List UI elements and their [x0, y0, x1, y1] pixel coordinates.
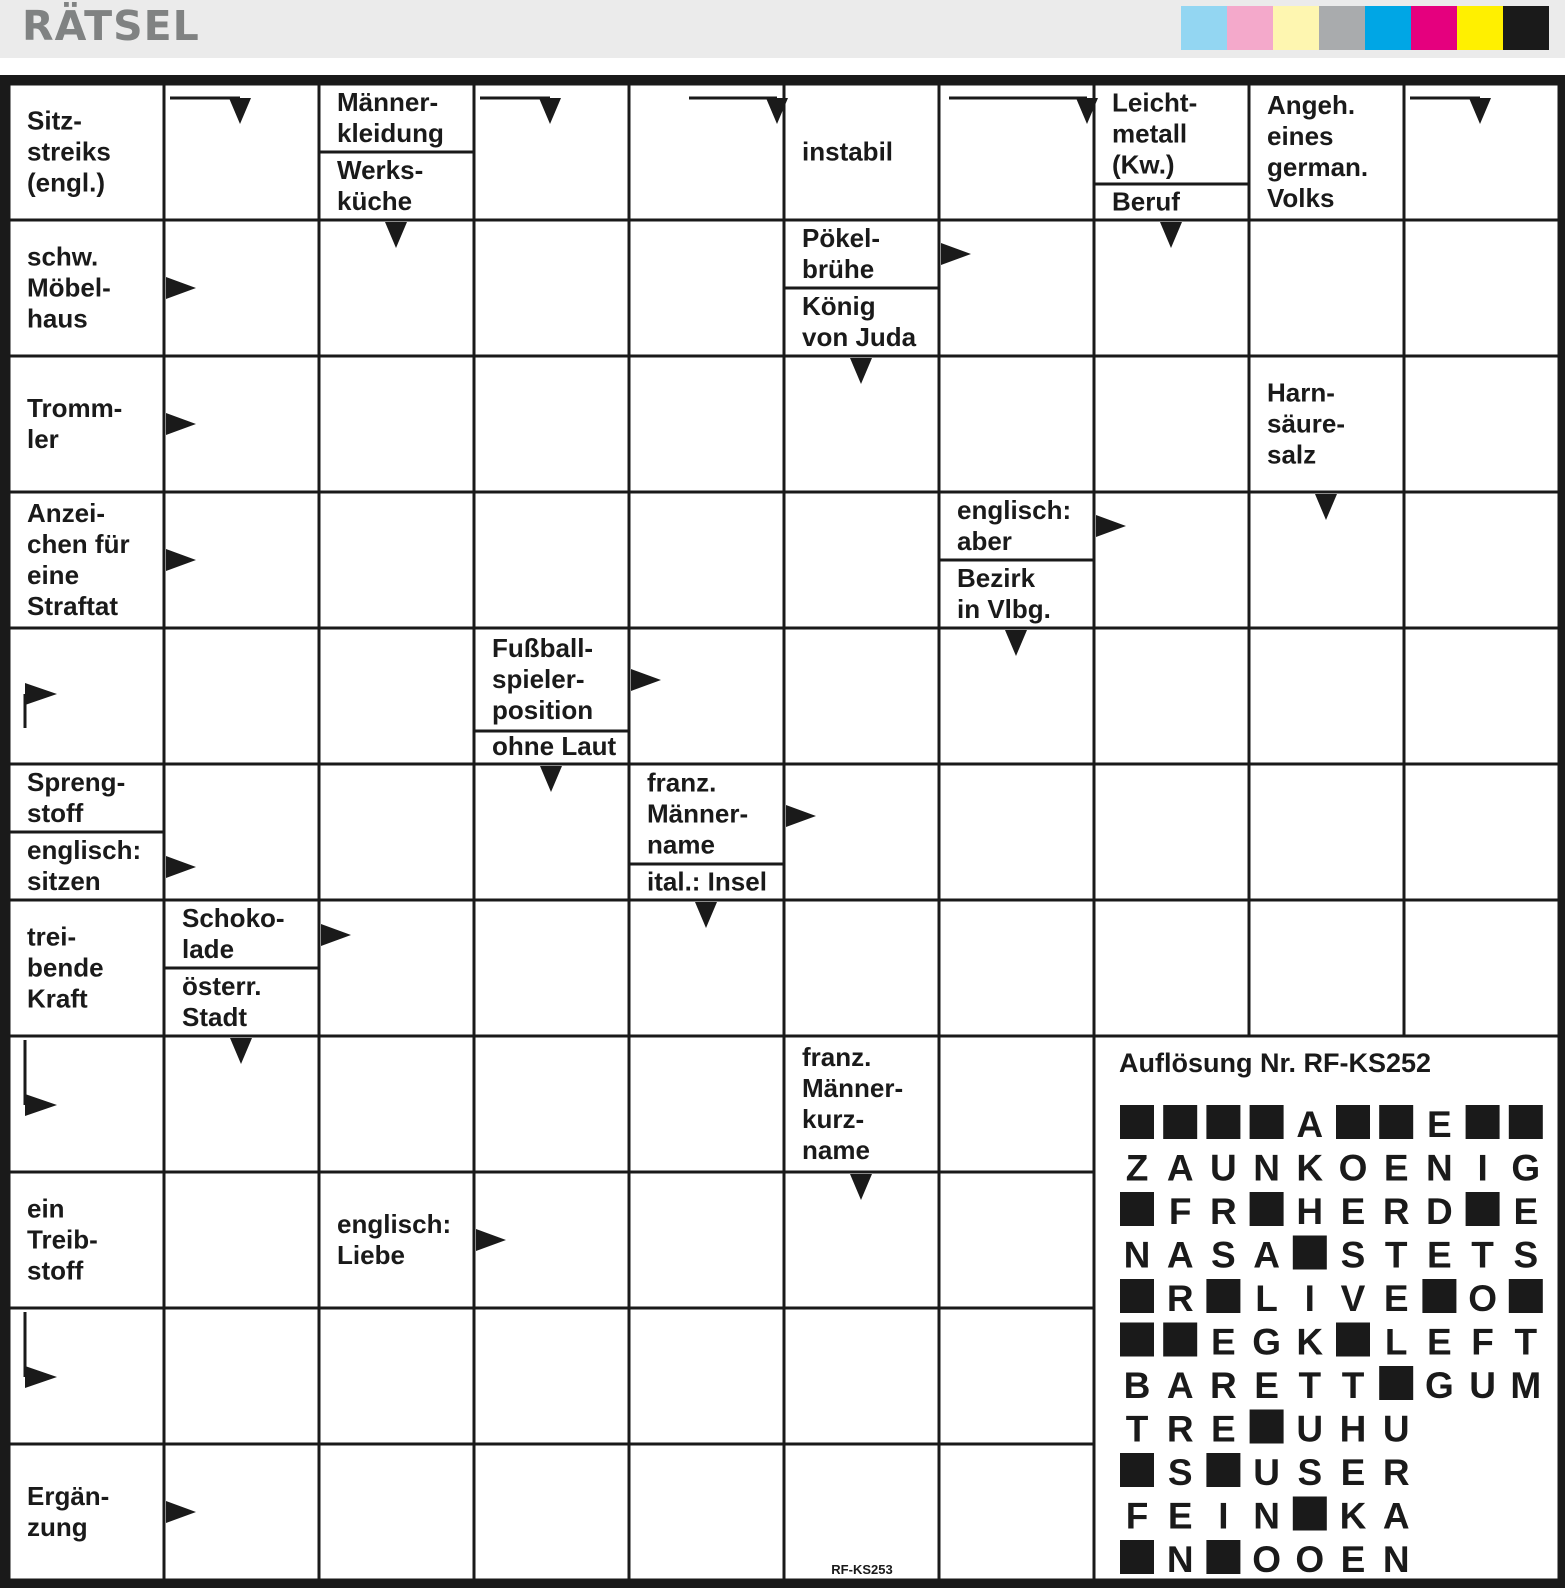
grid-cell[interactable]	[629, 84, 784, 220]
solution-letter: F	[1168, 1191, 1192, 1232]
clue-line: von Juda	[802, 322, 917, 353]
solution-letter: H	[1339, 1408, 1367, 1450]
grid-cell[interactable]	[1249, 764, 1404, 900]
clue-text	[337, 87, 444, 148]
clue-line: Spreng-	[27, 767, 126, 798]
solution-letter: G	[1511, 1147, 1541, 1189]
grid-cell[interactable]	[939, 84, 1094, 220]
grid-cell[interactable]	[629, 492, 784, 628]
grid-cell[interactable]	[164, 1172, 319, 1308]
solution-block	[1509, 1279, 1543, 1313]
grid-cell[interactable]	[319, 1308, 474, 1444]
solution-letter: A	[1166, 1365, 1194, 1406]
clue-line: position	[492, 695, 594, 726]
clue-line: lade	[182, 934, 235, 965]
solution-letter: T	[1514, 1321, 1538, 1363]
solution-letter: R	[1210, 1365, 1237, 1406]
solution-letter: I	[1304, 1278, 1315, 1319]
solution-letter: B	[1123, 1365, 1151, 1406]
solution-letter: I	[1477, 1147, 1488, 1189]
solution-letter: R	[1382, 1452, 1410, 1493]
clue-line: ein	[27, 1193, 65, 1224]
solution-letter: L	[1384, 1321, 1408, 1363]
solution-letter: U	[1382, 1408, 1410, 1450]
grid-cell[interactable]	[939, 1172, 1094, 1308]
clue-line: franz.	[647, 767, 717, 798]
solution-letter: F	[1471, 1321, 1494, 1363]
grid-cell[interactable]	[164, 764, 319, 900]
solution-letter: D	[1426, 1191, 1453, 1232]
solution-letter: A	[1253, 1234, 1280, 1276]
solution-block	[1379, 1105, 1413, 1139]
grid-cell[interactable]	[784, 628, 939, 764]
solution-letter: A	[1382, 1495, 1410, 1537]
clue-line: in Vlbg.	[957, 594, 1051, 625]
clue-text	[492, 731, 617, 761]
solution-block	[1120, 1279, 1154, 1313]
solution-letter: R	[1166, 1408, 1194, 1450]
solution-block	[1293, 1497, 1327, 1531]
clue-text	[492, 633, 593, 725]
solution-letter: E	[1167, 1495, 1193, 1537]
grid-cell[interactable]	[629, 220, 784, 356]
grid-cell[interactable]	[1094, 356, 1249, 492]
solution-letter: G	[1425, 1365, 1454, 1406]
solution-letter: N	[1426, 1147, 1453, 1189]
clue-line: trei-	[27, 921, 77, 952]
solution-letter: E	[1340, 1191, 1366, 1232]
solution-letter: T	[1471, 1234, 1494, 1276]
clue-line: Tromm-	[27, 393, 123, 424]
solution-letter: E	[1383, 1278, 1409, 1319]
clue-line: schw.	[27, 241, 99, 272]
solution-letter: V	[1340, 1278, 1366, 1319]
grid-cell[interactable]	[939, 1308, 1094, 1444]
solution-block	[1466, 1105, 1500, 1139]
solution-title: Auflösung Nr. RF-KS252	[1119, 1048, 1432, 1078]
clue-line: eine	[27, 560, 80, 591]
clue-line: Ergän-	[27, 1481, 110, 1512]
grid-cell[interactable]	[939, 356, 1094, 492]
grid-cell[interactable]	[629, 1172, 784, 1308]
solution-block	[1336, 1323, 1370, 1357]
clue-line: eines	[1267, 121, 1334, 152]
grid-cell[interactable]	[1404, 900, 1559, 1036]
solution-letter: U	[1253, 1452, 1280, 1493]
grid-cell[interactable]	[319, 356, 474, 492]
clue-line: salz	[1267, 439, 1317, 470]
clue-line: kleidung	[337, 118, 444, 149]
grid-cell[interactable]	[319, 1444, 474, 1580]
grid-cell[interactable]	[629, 356, 784, 492]
clue-line: englisch:	[337, 1209, 452, 1240]
solution-letter: S	[1167, 1452, 1193, 1493]
clue-line: name	[802, 1135, 870, 1166]
clue-line: Volks	[1267, 183, 1335, 214]
clue-line: Angeh.	[1267, 90, 1356, 121]
clue-text	[647, 866, 767, 896]
grid-cell[interactable]	[939, 220, 1094, 356]
clue-text	[802, 137, 893, 167]
solution-letter: I	[1218, 1495, 1229, 1537]
clue-line: Kraft	[27, 983, 88, 1014]
solution-letter: U	[1210, 1147, 1237, 1189]
grid-cell[interactable]	[1249, 220, 1404, 356]
grid-cell[interactable]	[939, 1036, 1094, 1172]
solution-letter: N	[1166, 1539, 1194, 1580]
solution-letter: O	[1468, 1278, 1497, 1319]
clue-text	[802, 223, 880, 284]
solution-letter: E	[1254, 1365, 1279, 1406]
grid-cell[interactable]	[1404, 764, 1559, 900]
solution-letter: H	[1296, 1191, 1324, 1232]
grid-cell[interactable]	[319, 492, 474, 628]
solution-block	[1509, 1105, 1543, 1139]
grid-cell[interactable]	[474, 1308, 629, 1444]
grid-cell[interactable]	[319, 900, 474, 1036]
clue-line: stoff	[27, 798, 84, 829]
grid-cell[interactable]	[319, 1036, 474, 1172]
solution-letter: A	[1166, 1234, 1194, 1276]
solution-letter: F	[1125, 1495, 1149, 1537]
clue-line: streiks	[27, 136, 111, 167]
solution-letter: K	[1339, 1495, 1367, 1537]
solution-letter: N	[1382, 1539, 1410, 1580]
clue-line: englisch:	[27, 835, 142, 866]
clue-line: Harn-	[1267, 377, 1335, 408]
clue-line: Werks-	[337, 155, 424, 186]
solution-letter: T	[1298, 1365, 1322, 1406]
clue-line: kurz-	[802, 1104, 865, 1135]
grid-cell[interactable]	[474, 1444, 629, 1580]
solution-letter: N	[1123, 1234, 1151, 1276]
grid-cell[interactable]	[629, 1036, 784, 1172]
solution-block	[1120, 1323, 1154, 1357]
solution-block	[1379, 1366, 1413, 1400]
solution-block	[1120, 1105, 1154, 1139]
grid-cell[interactable]	[939, 764, 1094, 900]
solution-block	[1120, 1453, 1154, 1487]
grid-cell[interactable]	[939, 1444, 1094, 1580]
solution-block	[1466, 1192, 1500, 1226]
clue-line: franz.	[802, 1042, 872, 1073]
grid-cell[interactable]	[1404, 356, 1559, 492]
grid-cell[interactable]	[164, 1308, 319, 1444]
grid-cell[interactable]	[784, 764, 939, 900]
grid-cell[interactable]	[319, 764, 474, 900]
solution-letter: N	[1253, 1147, 1280, 1189]
solution-block	[1163, 1105, 1197, 1139]
grid-cell[interactable]	[319, 628, 474, 764]
clue-line: aber	[957, 526, 1012, 557]
solution-letter: K	[1296, 1147, 1324, 1189]
puzzle-code: RF-KS253	[831, 1562, 893, 1577]
grid-cell[interactable]	[474, 220, 629, 356]
clue-line: ohne Laut	[492, 731, 617, 762]
grid-cell[interactable]	[1404, 220, 1559, 356]
solution-letter: E	[1340, 1539, 1366, 1580]
solution-block	[1250, 1410, 1284, 1444]
solution-block	[1250, 1105, 1284, 1139]
clue-text	[1112, 186, 1180, 216]
solution-block	[1206, 1105, 1240, 1139]
clue-line: Männer-	[647, 798, 749, 829]
solution-letter: E	[1513, 1191, 1539, 1232]
clue-line: Stadt	[182, 1002, 247, 1033]
solution-letter: A	[1296, 1104, 1324, 1145]
solution-letter: S	[1211, 1234, 1236, 1276]
solution-letter: E	[1211, 1408, 1236, 1450]
clue-line: küche	[337, 186, 413, 217]
clue-line: Straftat	[27, 591, 119, 622]
clue-line: Anzei-	[27, 498, 105, 529]
solution-letter: K	[1296, 1321, 1324, 1363]
solution-letter: E	[1211, 1321, 1236, 1363]
solution-letter: E	[1427, 1234, 1452, 1276]
grid-cell[interactable]	[1094, 492, 1249, 628]
clue-line: sitzen	[27, 866, 101, 897]
clue-line: Möbel-	[27, 272, 111, 303]
solution-block	[1163, 1323, 1197, 1357]
solution-block	[1120, 1192, 1154, 1226]
clue-line: säure-	[1267, 408, 1346, 439]
clue-line: Beruf	[1112, 186, 1180, 217]
solution-letter: S	[1513, 1234, 1539, 1276]
clue-line: österr.	[182, 971, 262, 1002]
solution-letter: L	[1255, 1278, 1278, 1319]
solution-block	[1336, 1105, 1370, 1139]
grid-cell[interactable]	[784, 492, 939, 628]
solution-letter: T	[1384, 1234, 1408, 1276]
grid-cell[interactable]	[1404, 492, 1559, 628]
clue-line: englisch:	[957, 495, 1072, 526]
clue-line: Männer-	[802, 1073, 904, 1104]
solution-block	[1422, 1279, 1456, 1313]
solution-block	[1120, 1540, 1154, 1574]
solution-letter: S	[1297, 1452, 1323, 1493]
grid-cell[interactable]	[784, 1308, 939, 1444]
clue-line: Treib-	[27, 1224, 98, 1255]
clue-line: (Kw.)	[1112, 149, 1175, 180]
clue-line: Fußball-	[492, 633, 594, 664]
clue-line: Schoko-	[182, 903, 285, 934]
solution-letter: U	[1296, 1408, 1324, 1450]
solution-letter: O	[1338, 1147, 1368, 1189]
clue-line: instabil	[802, 136, 894, 167]
grid-cell[interactable]	[1094, 764, 1249, 900]
clue-line: spieler-	[492, 664, 585, 695]
grid-cell[interactable]	[474, 900, 629, 1036]
clue-line: metall	[1112, 118, 1188, 149]
grid-cell[interactable]	[784, 1444, 939, 1580]
solution-letter: U	[1469, 1365, 1496, 1406]
grid-cell[interactable]	[1094, 628, 1249, 764]
solution-letter: R	[1210, 1191, 1237, 1232]
solution-letter: O	[1252, 1539, 1281, 1580]
solution-letter: T	[1341, 1365, 1365, 1406]
clue-line: ler	[27, 424, 59, 455]
solution-letter: O	[1295, 1539, 1325, 1580]
solution-letter: T	[1125, 1408, 1149, 1450]
grid-cell[interactable]	[939, 900, 1094, 1036]
solution-letter: M	[1510, 1365, 1542, 1406]
solution-letter: R	[1382, 1191, 1410, 1232]
clue-line: Leicht-	[1112, 87, 1198, 118]
solution-letter: A	[1166, 1147, 1194, 1189]
grid-cell[interactable]	[164, 628, 319, 764]
solution-letter: N	[1253, 1495, 1280, 1537]
clue-line: ital.: Insel	[647, 866, 767, 897]
clue-line: stoff	[27, 1255, 84, 1286]
solution-letter: E	[1427, 1104, 1452, 1145]
clue-line: haus	[27, 303, 88, 334]
clue-line: brühe	[802, 254, 875, 285]
grid-cell[interactable]	[784, 900, 939, 1036]
solution-block	[1206, 1453, 1240, 1487]
solution-letter: G	[1252, 1321, 1281, 1363]
grid-cell[interactable]	[629, 1444, 784, 1580]
solution-letter: R	[1166, 1278, 1194, 1319]
clue-line: Pökel-	[802, 223, 881, 254]
clue-line: Männer-	[337, 87, 439, 118]
solution-block	[1206, 1279, 1240, 1313]
clue-line: Sitz-	[27, 105, 82, 136]
clue-line: (engl.)	[27, 167, 105, 198]
grid-cell[interactable]	[1404, 628, 1559, 764]
clue-line: König	[802, 291, 876, 322]
solution-letter: Z	[1125, 1147, 1149, 1189]
grid-cell[interactable]	[474, 1036, 629, 1172]
grid-cell[interactable]	[474, 492, 629, 628]
clue-line: zung	[27, 1512, 88, 1543]
solution-block	[1206, 1540, 1240, 1574]
clue-line: Bezirk	[957, 563, 1036, 594]
grid-cell[interactable]	[1249, 900, 1404, 1036]
solution-letter: E	[1383, 1147, 1409, 1189]
solution-block	[1250, 1192, 1284, 1226]
page-title: RÄTSEL	[22, 2, 200, 50]
solution-letter: E	[1427, 1321, 1452, 1363]
solution-letter: E	[1340, 1452, 1366, 1493]
grid-cell[interactable]	[474, 356, 629, 492]
clue-line: german.	[1267, 152, 1369, 183]
clue-line: Liebe	[337, 1240, 405, 1271]
grid-cell[interactable]	[1094, 900, 1249, 1036]
clue-line: bende	[27, 952, 104, 983]
grid-cell[interactable]	[1249, 628, 1404, 764]
solution-letter: S	[1340, 1234, 1366, 1276]
grid-cell[interactable]	[629, 1308, 784, 1444]
solution-block	[1293, 1236, 1327, 1270]
clue-text	[337, 155, 423, 216]
clue-line: chen für	[27, 529, 130, 560]
clue-line: name	[647, 829, 715, 860]
grid-cell[interactable]	[629, 628, 784, 764]
